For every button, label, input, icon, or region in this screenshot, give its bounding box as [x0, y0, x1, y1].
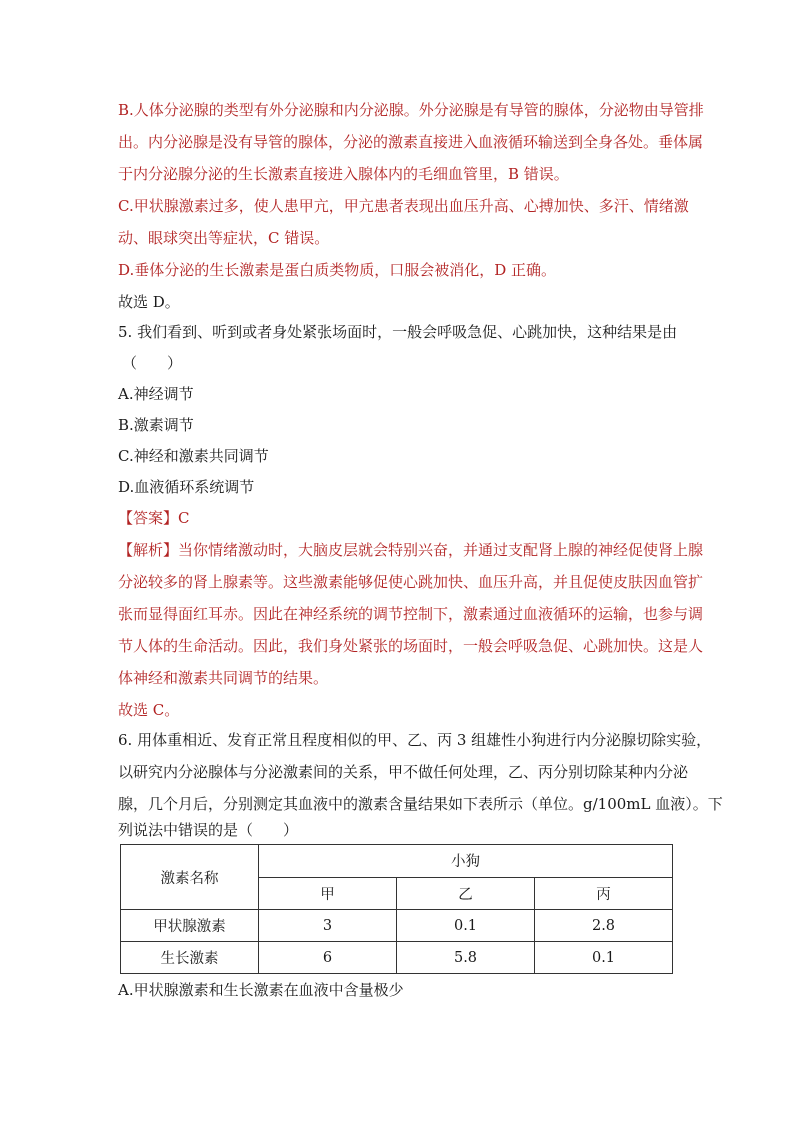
q5-option-d: D.血液循环系统调节	[118, 478, 255, 496]
table-cell: 6	[259, 942, 397, 974]
answer-value: C	[178, 509, 190, 527]
row-label: 生长激素	[121, 942, 259, 974]
explanation-b-line-3: 于内分泌腺分泌的生长激素直接进入腺体内的毛细血管里，B 错误。	[118, 165, 569, 183]
explanation-d-line-1: D.垂体分泌的生长激素是蛋白质类物质，口服会被消化，D 正确。	[118, 261, 557, 279]
table-cell: 0.1	[535, 942, 673, 974]
q5-analysis-line-2: 分泌较多的肾上腺素等。这些激素能够促使心跳加快、血压升高，并且促使皮肤因血管扩	[118, 573, 704, 591]
q5-analysis-line-4: 节人体的生命活动。因此，我们身处紧张的场面时，一般会呼吸急促、心跳加快。这是人	[118, 637, 704, 655]
previous-choose-line: 故选 D。	[118, 293, 180, 311]
q6-stem-line-2: 以研究内分泌腺体与分泌激素间的关系，甲不做任何处理，乙、丙分别切除某种内分泌	[118, 763, 689, 781]
explanation-b-line-2: 出。内分泌腺是没有导管的腺体，分泌的激素直接进入血液循环输送到全身各处。垂体属	[118, 133, 704, 151]
row-label: 甲状腺激素	[121, 910, 259, 942]
q5-stem-line-1: 5. 我们看到、听到或者身处紧张场面时，一般会呼吸急促、心跳加快，这种结果是由	[118, 323, 678, 341]
table-cell: 0.1	[397, 910, 535, 942]
q6-stem-line-1: 6. 用体重相近、发育正常且程度相似的甲、乙、丙 3 组雄性小狗进行内分泌腺切除实验，	[118, 731, 712, 749]
table-cell: 5.8	[397, 942, 535, 974]
col-header-bing: 丙	[535, 877, 673, 910]
q5-analysis-line-3: 张而显得面红耳赤。因此在神经系统的调节控制下，激素通过血液循环的运输，也参与调	[118, 605, 704, 623]
table-group-header: 小狗	[259, 845, 673, 878]
q5-answer	[118, 508, 678, 528]
explanation-b-line-1: B.人体分泌腺的类型有外分泌腺和内分泌腺。外分泌腺是有导管的腺体，分泌物由导管排	[118, 101, 704, 119]
answer-tag: 【答案】	[118, 509, 179, 527]
q6-stem-line-3: 腺，几个月后，分别测定其血液中的激素含量结果如下表所示（单位。g/100mL 血液）。下	[118, 795, 723, 813]
q5-choose-line: 故选 C。	[118, 701, 180, 719]
table-header-row	[121, 845, 673, 878]
q5-option-a: A.神经调节	[118, 385, 194, 403]
q6-option-a: A.甲状腺激素和生长激素在血液中含量极少	[118, 981, 404, 999]
hormone-table	[120, 844, 673, 974]
table-cell: 2.8	[535, 910, 673, 942]
table-corner-cell: 激素名称	[121, 845, 259, 910]
q5-analysis-line-5: 体神经和激素共同调节的结果。	[118, 669, 329, 687]
explanation-c-line-2: 动、眼球突出等症状，C 错误。	[118, 229, 330, 247]
q5-analysis-line-1	[118, 540, 704, 560]
table-row	[121, 910, 673, 942]
table-cell: 3	[259, 910, 397, 942]
q5-stem-line-2: （ ）	[122, 354, 183, 372]
analysis-tag: 【解析】	[118, 541, 179, 559]
explanation-c-line-1: C.甲状腺激素过多，使人患甲亢，甲亢患者表现出血压升高、心搏加快、多汗、情绪激	[118, 197, 689, 215]
q6-stem-line-4: 列说法中错误的是（ ）	[118, 821, 299, 839]
q5-option-b: B.激素调节	[118, 416, 194, 434]
col-header-jia: 甲	[259, 877, 397, 910]
analysis-text-1: 当你情绪激动时，大脑皮层就会特别兴奋，并通过支配肾上腺的神经促使肾上腺	[178, 541, 704, 559]
col-header-yi: 乙	[397, 877, 535, 910]
q5-option-c: C.神经和激素共同调节	[118, 447, 269, 465]
table-row	[121, 942, 673, 974]
